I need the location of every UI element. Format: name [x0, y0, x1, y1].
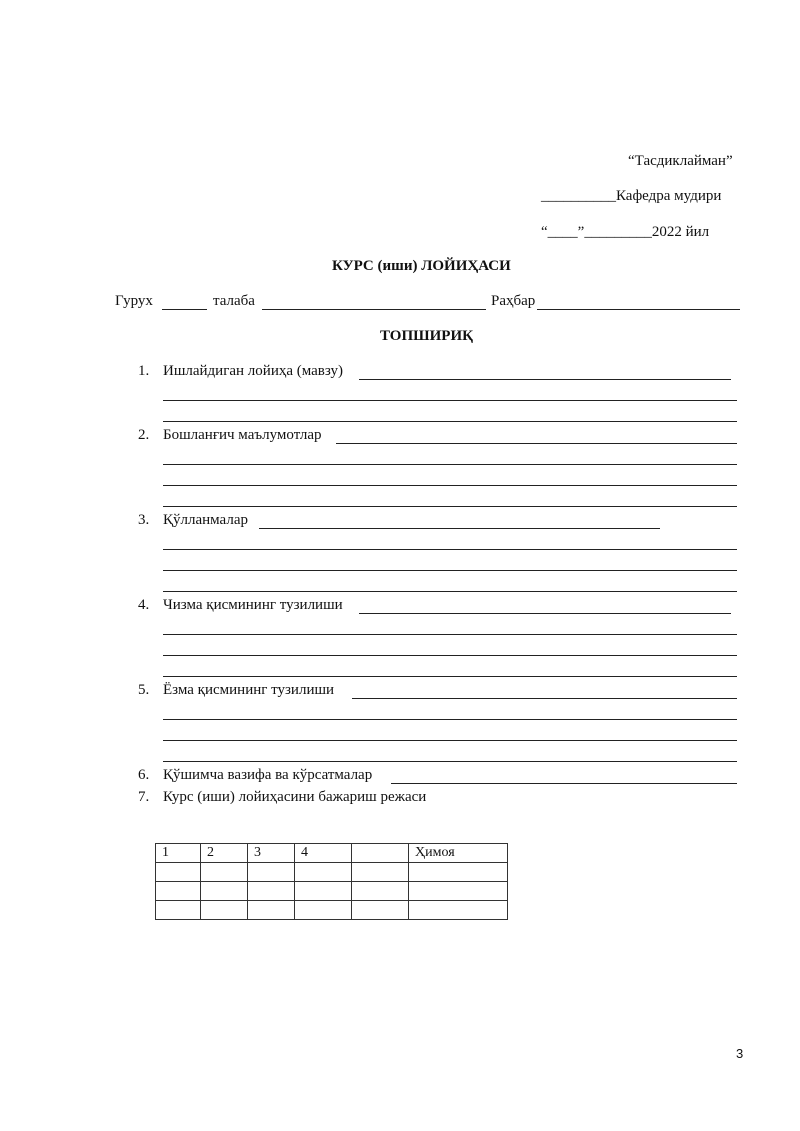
item-number: 3.	[138, 512, 150, 528]
table-cell[interactable]	[248, 901, 295, 920]
page-number: 3	[736, 1046, 744, 1061]
approval-heading: “Тасдиклайман”	[628, 153, 733, 169]
additional-tasks-field[interactable]	[391, 783, 737, 784]
table-cell[interactable]	[201, 901, 248, 920]
group-label: Гурух	[115, 293, 153, 309]
approval-date: “____”_________2022 йил	[541, 224, 710, 240]
item-number: 6.	[138, 767, 150, 783]
table-header-cell: 1	[156, 844, 201, 863]
references-field[interactable]	[259, 528, 660, 529]
document-title: КУРС (иши) ЛОЙИҲАСИ	[332, 258, 511, 274]
table-header-cell: 4	[295, 844, 352, 863]
drawing-part-field-line[interactable]	[163, 676, 737, 677]
table-cell[interactable]	[201, 863, 248, 882]
head-of-department-signature: __________Кафедра мудири	[541, 188, 722, 204]
item-drawing-part-label: Чизма қисмининг тузилиши	[163, 597, 343, 613]
item-number: 7.	[138, 789, 150, 805]
table-cell[interactable]	[352, 901, 409, 920]
written-part-field-line[interactable]	[163, 719, 737, 720]
table-cell[interactable]	[248, 863, 295, 882]
table-cell[interactable]	[156, 882, 201, 901]
table-header-cell	[352, 844, 409, 863]
table-row	[156, 882, 508, 901]
item-number: 5.	[138, 682, 150, 698]
written-part-field[interactable]	[352, 698, 737, 699]
table-cell[interactable]	[156, 901, 201, 920]
project-topic-field-line[interactable]	[163, 400, 737, 401]
table-cell[interactable]	[248, 882, 295, 901]
item-work-plan-label: Курс (иши) лойиҳасини бажариш режаси	[163, 789, 427, 805]
table-cell[interactable]	[295, 901, 352, 920]
student-field[interactable]	[262, 309, 486, 310]
table-row	[156, 863, 508, 882]
leader-label: Раҳбар	[491, 293, 536, 309]
drawing-part-field[interactable]	[359, 613, 731, 614]
table-cell[interactable]	[201, 882, 248, 901]
initial-data-field-line[interactable]	[163, 485, 737, 486]
item-number: 2.	[138, 427, 150, 443]
initial-data-field-line[interactable]	[163, 464, 737, 465]
table-header-cell: 2	[201, 844, 248, 863]
table-cell[interactable]	[295, 882, 352, 901]
table-cell[interactable]	[409, 882, 508, 901]
written-part-field-line[interactable]	[163, 740, 737, 741]
initial-data-field[interactable]	[336, 443, 737, 444]
table-cell[interactable]	[352, 882, 409, 901]
initial-data-field-line[interactable]	[163, 506, 737, 507]
table-header-cell: 3	[248, 844, 295, 863]
item-number: 1.	[138, 363, 150, 379]
table-header-row	[156, 844, 508, 863]
references-field-line[interactable]	[163, 570, 737, 571]
table-row	[156, 901, 508, 920]
group-field[interactable]	[162, 309, 207, 310]
drawing-part-field-line[interactable]	[163, 634, 737, 635]
leader-field[interactable]	[537, 309, 740, 310]
table-cell[interactable]	[156, 863, 201, 882]
work-plan-table	[155, 843, 508, 920]
written-part-field-line[interactable]	[163, 761, 737, 762]
project-topic-field[interactable]	[359, 379, 731, 380]
table-header-cell-defense: Ҳимоя	[409, 844, 508, 863]
item-number: 4.	[138, 597, 150, 613]
references-field-line[interactable]	[163, 591, 737, 592]
table-cell[interactable]	[409, 901, 508, 920]
task-title: ТОПШИРИҚ	[380, 328, 473, 344]
references-field-line[interactable]	[163, 549, 737, 550]
table-cell[interactable]	[409, 863, 508, 882]
item-written-part-label: Ёзма қисмининг тузилиши	[163, 682, 335, 698]
project-topic-field-line[interactable]	[163, 421, 737, 422]
item-additional-tasks-label: Қўшимча вазифа ва кўрсатмалар	[163, 767, 373, 783]
table-cell[interactable]	[295, 863, 352, 882]
table-cell[interactable]	[352, 863, 409, 882]
student-label: талаба	[213, 293, 255, 309]
item-references-label: Қўлланмалар	[163, 512, 248, 528]
drawing-part-field-line[interactable]	[163, 655, 737, 656]
item-project-topic-label: Ишлайдиган лойиҳа (мавзу)	[163, 363, 343, 379]
item-initial-data-label: Бошланғич маълумотлар	[163, 427, 322, 443]
